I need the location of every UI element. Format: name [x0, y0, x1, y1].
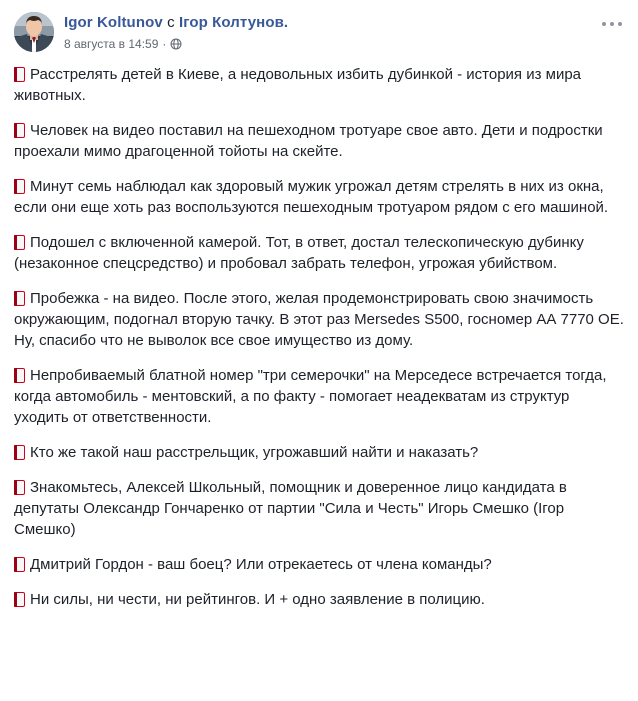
- globe-icon: [170, 38, 182, 50]
- book-emoji-icon: [14, 445, 25, 460]
- post-paragraph-text: Человек на видео поставил на пешеходном тротуаре свое авто. Дети и подростки проехали мимо драгоценной тойоты на скейте.: [14, 122, 603, 160]
- post-header: [0, 0, 638, 56]
- post-timestamp[interactable]: 8 августа в 14:59: [64, 37, 159, 51]
- post-paragraph: [14, 176, 624, 218]
- book-emoji-icon: [14, 67, 25, 82]
- post-paragraph: [14, 64, 624, 106]
- post-paragraph-text: Пробежка - на видео. После этого, желая продемонстрировать свою значимость окружающим, подогнал вторую тачку. В этот раз Mersedes S500, госномер АА 7770 ОЕ. Ну, спасибо что не выволок все свое имущество из дому.: [14, 290, 624, 349]
- more-options-icon[interactable]: [598, 14, 626, 34]
- post-paragraph-text: Минут семь наблюдал как здоровый мужик угрожал детям стрелять в них из окна, если они еще хоть раз воспользуются пешеходным тротуаром рядом с его машиной.: [14, 178, 609, 216]
- author-name[interactable]: Igor Koltunov: [64, 14, 163, 31]
- post-paragraph: [14, 477, 624, 540]
- byline-with-word: с: [162, 14, 179, 31]
- book-emoji-icon: [14, 480, 25, 495]
- book-emoji-icon: [14, 592, 25, 607]
- post-paragraph-text: Дмитрий Гордон - ваш боец? Или отрекаетесь от члена команды?: [30, 556, 492, 573]
- post-paragraph-text: Непробиваемый блатной номер "три семерочки" на Мерседесе встречается тогда, когда автомобиль - ментовский, а по факту - помогает неадекватам из структур уходить от ответственности.: [14, 367, 607, 426]
- post-header-text: [64, 12, 624, 52]
- post-paragraph: [14, 365, 624, 428]
- book-emoji-icon: [14, 235, 25, 250]
- post-paragraph: [14, 442, 624, 463]
- book-emoji-icon: [14, 291, 25, 306]
- avatar[interactable]: [14, 12, 54, 52]
- more-dot: [602, 22, 606, 26]
- post-paragraph-text: Подошел с включенной камерой. Тот, в ответ, достал телескопическую дубинку (незаконное спецсредство) и пробовал забрать телефон, угрожая убийством.: [14, 234, 584, 272]
- post-paragraph: [14, 120, 624, 162]
- book-emoji-icon: [14, 123, 25, 138]
- post-paragraph-text: Расстрелять детей в Киеве, а недовольных избить дубинкой - история из мира животных.: [14, 66, 582, 104]
- book-emoji-icon: [14, 557, 25, 572]
- meta-separator: ·: [162, 37, 167, 51]
- book-emoji-icon: [14, 179, 25, 194]
- post-paragraph: [14, 589, 624, 610]
- post-paragraph-text: Знакомьтесь, Алексей Школьный, помощник и доверенное лицо кандидата в депутаты Олександр Гончаренко от партии "Сила и Честь" Игорь Смешко (Ігор Смешко): [14, 479, 567, 538]
- post-paragraph-text: Кто же такой наш расстрельщик, угрожавший найти и наказать?: [30, 444, 479, 461]
- more-dot: [618, 22, 622, 26]
- byline: [64, 13, 624, 32]
- book-emoji-icon: [14, 368, 25, 383]
- post-paragraph: [14, 554, 624, 575]
- post-meta: [64, 36, 624, 52]
- cotagged-name[interactable]: Ігор Колтунов.: [178, 14, 289, 31]
- post-paragraph-text: Ни силы, ни чести, ни рейтингов. И + одно заявление в полицию.: [30, 591, 485, 608]
- post-paragraph: [14, 288, 624, 351]
- post-paragraph: [14, 232, 624, 274]
- post-body: [0, 56, 638, 620]
- more-dot: [610, 22, 614, 26]
